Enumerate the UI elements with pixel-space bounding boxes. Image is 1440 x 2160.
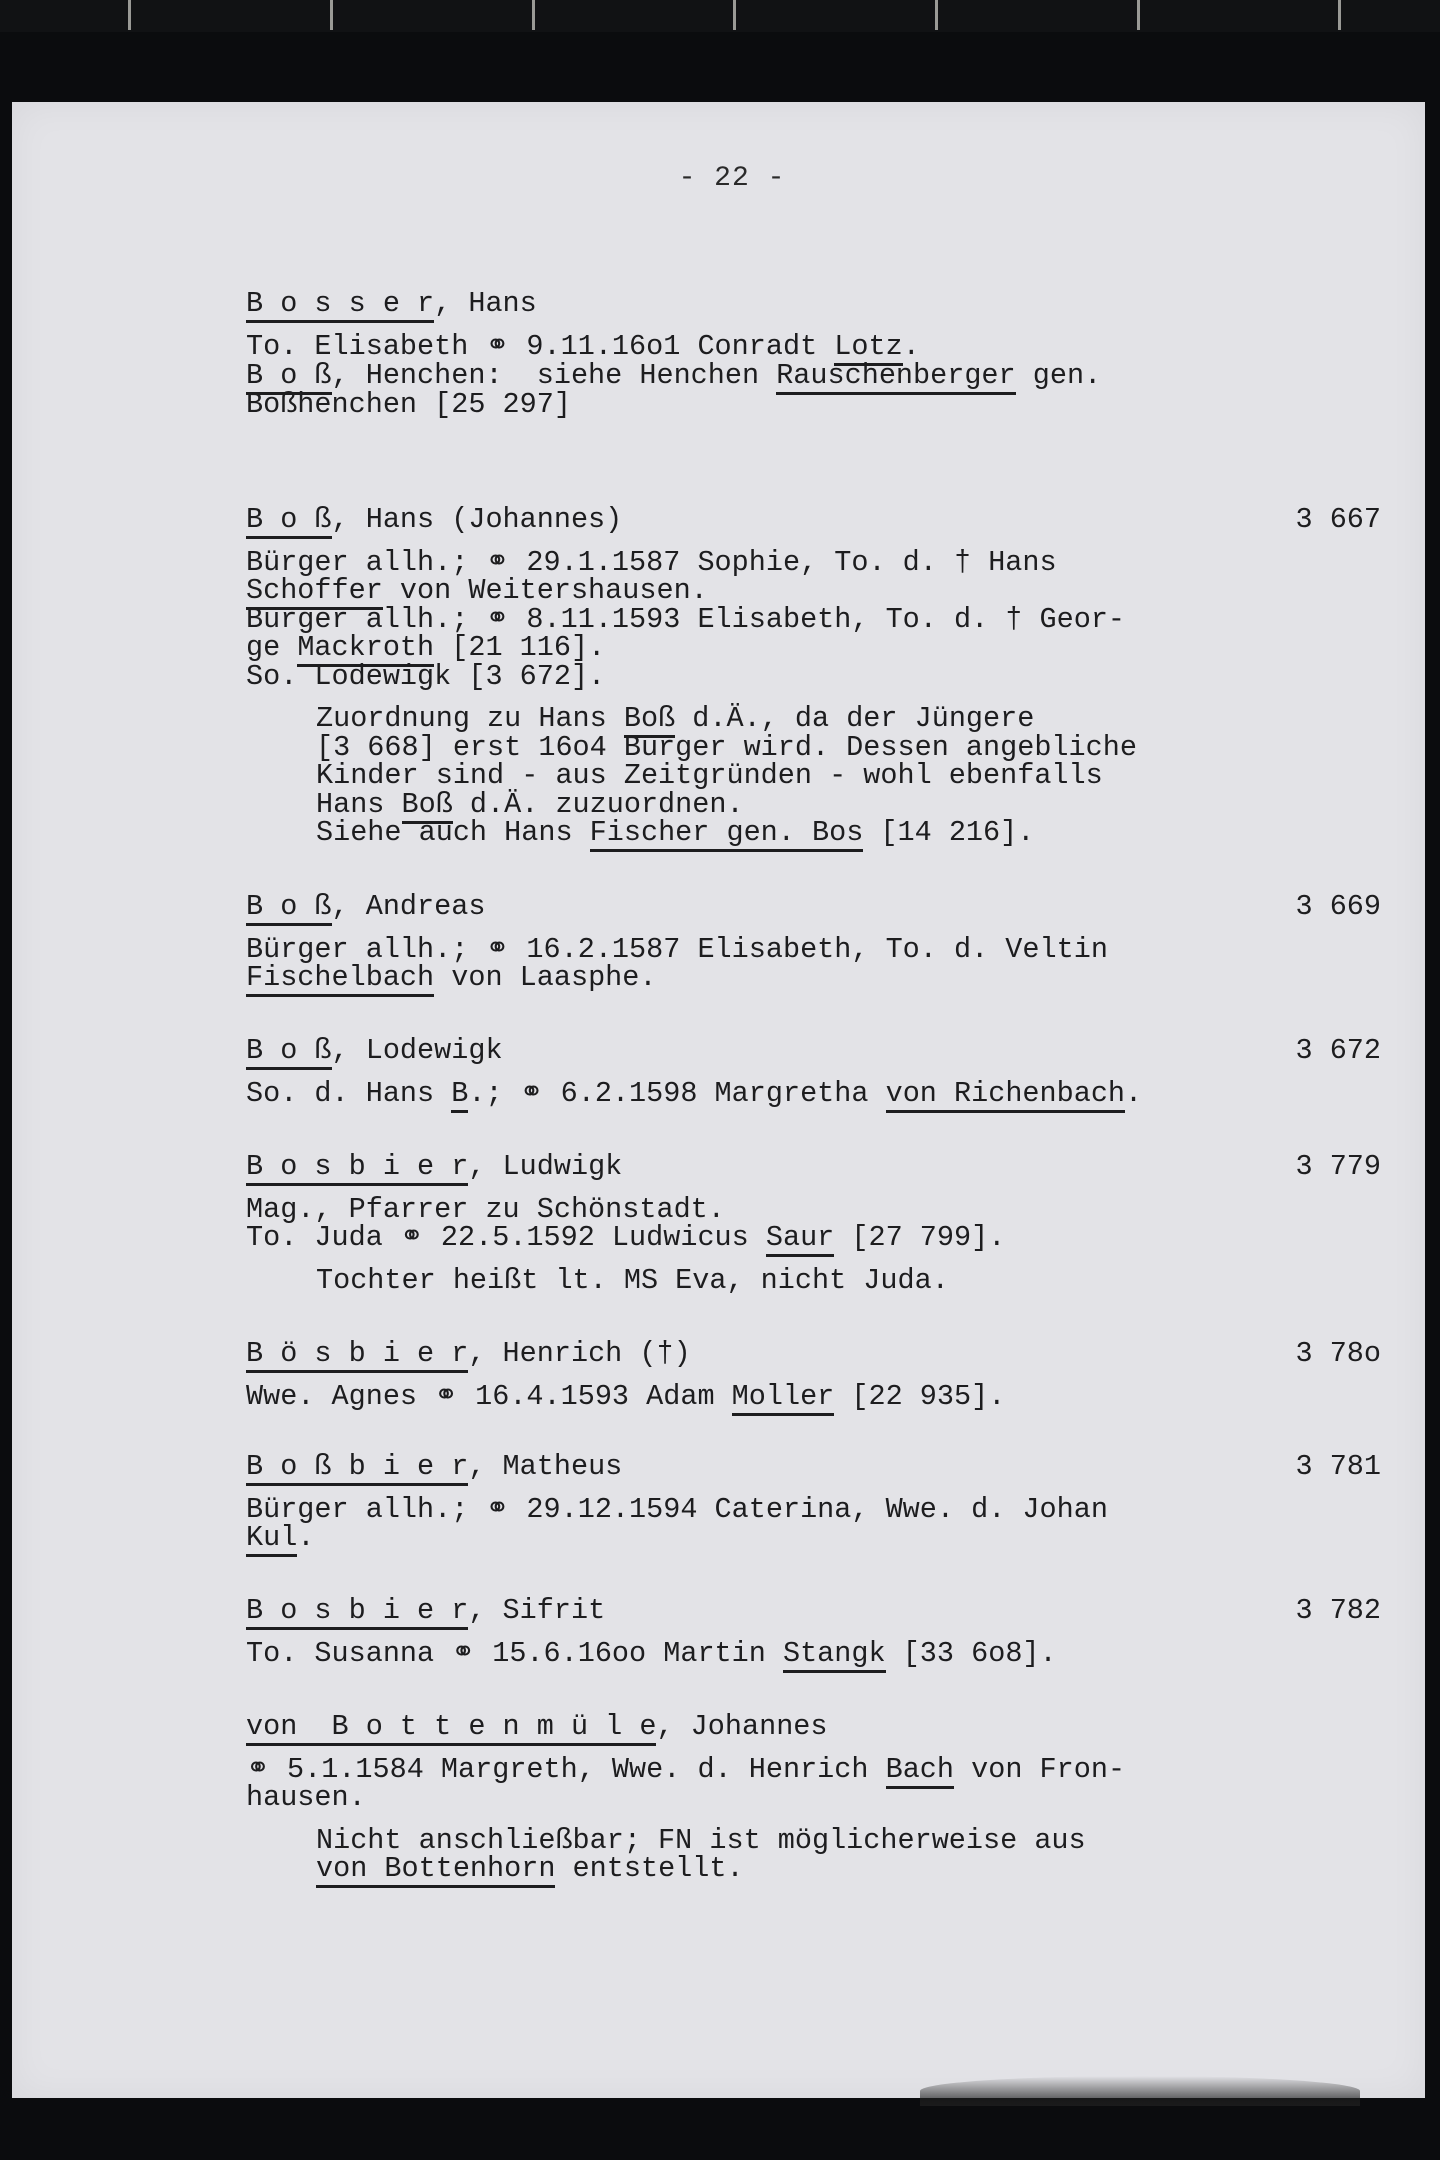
entry-name: B o ß b i e r, Matheus	[246, 1453, 1366, 1482]
entry-text-line: Mag., Pfarrer zu Schönstadt.	[246, 1192, 725, 1226]
underlined-name: Lotz	[834, 330, 902, 366]
entry-text-line: So. d. Hans B.; ⚭ 6.2.1598 Margretha von Richenbach.	[246, 1080, 1366, 1109]
page-number: - 22 -	[678, 163, 786, 194]
register-entry	[246, 1150, 1381, 1297]
underlined-name: Schoffer	[246, 574, 383, 610]
note-line: Siehe auch Hans Fischer gen. Bos [14 216].	[316, 819, 1366, 848]
entry-text-line: To. Elisabeth ⚭ 9.11.16o1 Conradt Lotz.	[246, 333, 1366, 362]
entry-text-line: hausen.	[246, 1781, 366, 1814]
entry-text-line: Fischelbach von Laasphe.	[246, 964, 1366, 993]
entry-text-line: Bürger allh.; ⚭ 8.11.1593 Elisabeth, To. d. † Geor-	[246, 602, 1126, 636]
scanner-ruler	[0, 0, 1440, 32]
note-line: Zuordnung zu Hans Boß d.Ä., da der Jüngere	[316, 705, 1366, 734]
entry-number: 3 669	[1295, 890, 1381, 923]
entry-name: B ö s b i e r, Henrich (†)	[246, 1340, 1366, 1369]
entry-name: B o ß, Henchen: siehe Henchen Rauschenberger gen.	[246, 362, 1366, 391]
entry-name: B o s b i e r, Sifrit	[246, 1597, 1366, 1626]
entry-text-line: Schoffer von Weitershausen.	[246, 577, 1366, 606]
entry-number: 3 78o	[1295, 1337, 1381, 1370]
entry-name: von B o t t e n m ü l e, Johannes	[246, 1713, 1366, 1742]
entry-number: 3 781	[1295, 1450, 1381, 1483]
entry-text-line: Boßhenchen [25 297]	[246, 387, 571, 421]
entry-name: B o ß, Hans (Johannes)	[246, 506, 1366, 535]
entry-text-line: Bürger allh.; ⚭ 29.1.1587 Sophie, To. d. † Hans	[246, 545, 1057, 579]
surname: B o ß	[246, 890, 332, 926]
entry-number: 3 782	[1295, 1594, 1381, 1627]
ruler-tick	[1338, 0, 1341, 30]
entry-number: 3 779	[1295, 1150, 1381, 1183]
entry-heading	[246, 1337, 1381, 1370]
entry-text-line: ge Mackroth [21 116].	[246, 634, 1366, 663]
note-line: [3 668] erst 16o4 Bürger wird. Dessen angebliche	[316, 730, 1137, 764]
surname: B o s b i e r	[246, 1594, 468, 1630]
register-entry	[246, 890, 1381, 994]
entry-heading	[246, 287, 1366, 320]
entry-text-line: Wwe. Agnes ⚭ 16.4.1593 Adam Moller [22 935].	[246, 1383, 1366, 1412]
entry-heading	[246, 890, 1381, 923]
note-line: von Bottenhorn entstellt.	[316, 1855, 1366, 1884]
surname: B o s b i e r	[246, 1150, 468, 1186]
surname: B o ß	[246, 503, 332, 539]
note-line: Nicht anschließbar; FN ist möglicherweise aus	[316, 1823, 1086, 1857]
underlined-name: Kul	[246, 1521, 297, 1557]
underlined-name: Moller	[732, 1380, 835, 1416]
entry-heading	[246, 1594, 1381, 1627]
note-line: Kinder sind - aus Zeitgründen - wohl ebenfalls	[316, 759, 1103, 792]
entry-heading	[246, 359, 1366, 392]
note-line: Tochter heißt lt. MS Eva, nicht Juda.	[316, 1263, 949, 1297]
underlined-name: Fischer gen. Bos	[590, 816, 864, 852]
entry-text-line: Bürger allh.; ⚭ 29.12.1594 Caterina, Wwe. d. Johan	[246, 1492, 1108, 1526]
entry-note	[246, 702, 1366, 849]
ruler-tick	[128, 0, 131, 30]
entry-text-line: Kul.	[246, 1524, 1366, 1553]
surname: von B o t t e n m ü l e	[246, 1710, 656, 1746]
ruler-tick	[532, 0, 535, 30]
entry-heading	[246, 1034, 1381, 1067]
register-entry	[246, 1450, 1381, 1554]
ruler-tick	[935, 0, 938, 30]
note-line: Hans Boß d.Ä. zuzuordnen.	[316, 791, 1366, 820]
entry-name: B o s b i e r, Ludwigk	[246, 1153, 1366, 1182]
ruler-tick	[733, 0, 736, 30]
register-entry	[246, 359, 1366, 421]
entry-heading	[246, 1450, 1381, 1483]
underlined-name: Bach	[886, 1753, 954, 1789]
register-entry	[246, 1710, 1366, 1885]
register-entry	[246, 287, 1366, 363]
surname: B o ß b i e r	[246, 1450, 468, 1486]
surname: B o ß	[246, 359, 332, 395]
underlined-name: Fischelbach	[246, 961, 434, 997]
underlined-name: von Bottenhorn	[316, 1852, 555, 1888]
scan-shadow	[920, 2076, 1360, 2106]
entry-number: 3 672	[1295, 1034, 1381, 1067]
underlined-name: Mackroth	[297, 631, 434, 667]
surname: B o s s e r	[246, 287, 434, 323]
cross-reference: Rauschenberger	[776, 359, 1015, 395]
surname: B ö s b i e r	[246, 1337, 468, 1373]
entry-heading	[246, 503, 1381, 536]
entry-text-line: Bürger allh.; ⚭ 16.2.1587 Elisabeth, To. d. Veltin	[246, 932, 1108, 966]
register-entry	[246, 1337, 1381, 1413]
register-entry	[246, 1034, 1381, 1110]
underlined-name: Stangk	[783, 1637, 886, 1673]
entry-heading	[246, 1710, 1366, 1743]
entry-note	[246, 1823, 1366, 1885]
underlined-name: von Richenbach	[886, 1077, 1125, 1113]
ruler-tick	[330, 0, 333, 30]
entry-text-line: To. Juda ⚭ 22.5.1592 Ludwicus Saur [27 799].	[246, 1224, 1366, 1253]
register-entry	[246, 503, 1381, 849]
entry-name: B o ß, Lodewigk	[246, 1037, 1366, 1066]
entry-name: B o s s e r, Hans	[246, 290, 1366, 319]
surname: B o ß	[246, 1034, 332, 1070]
entry-text-line: To. Susanna ⚭ 15.6.16oo Martin Stangk [33 6o8].	[246, 1640, 1366, 1669]
entry-heading	[246, 1150, 1381, 1183]
ruler-tick	[1137, 0, 1140, 30]
underlined-name: Boß	[402, 788, 453, 824]
entry-text-line: ⚭ 5.1.1584 Margreth, Wwe. d. Henrich Bach von Fron-	[246, 1756, 1366, 1785]
underlined-name: B	[451, 1077, 468, 1113]
underlined-name: Boß	[624, 702, 675, 738]
entry-name: B o ß, Andreas	[246, 893, 1366, 922]
entry-number: 3 667	[1295, 503, 1381, 536]
register-entry	[246, 1594, 1381, 1670]
entry-note	[246, 1263, 1366, 1297]
entry-text-line: So. Lodewigk [3 672].	[246, 659, 606, 693]
underlined-name: Saur	[766, 1221, 834, 1257]
